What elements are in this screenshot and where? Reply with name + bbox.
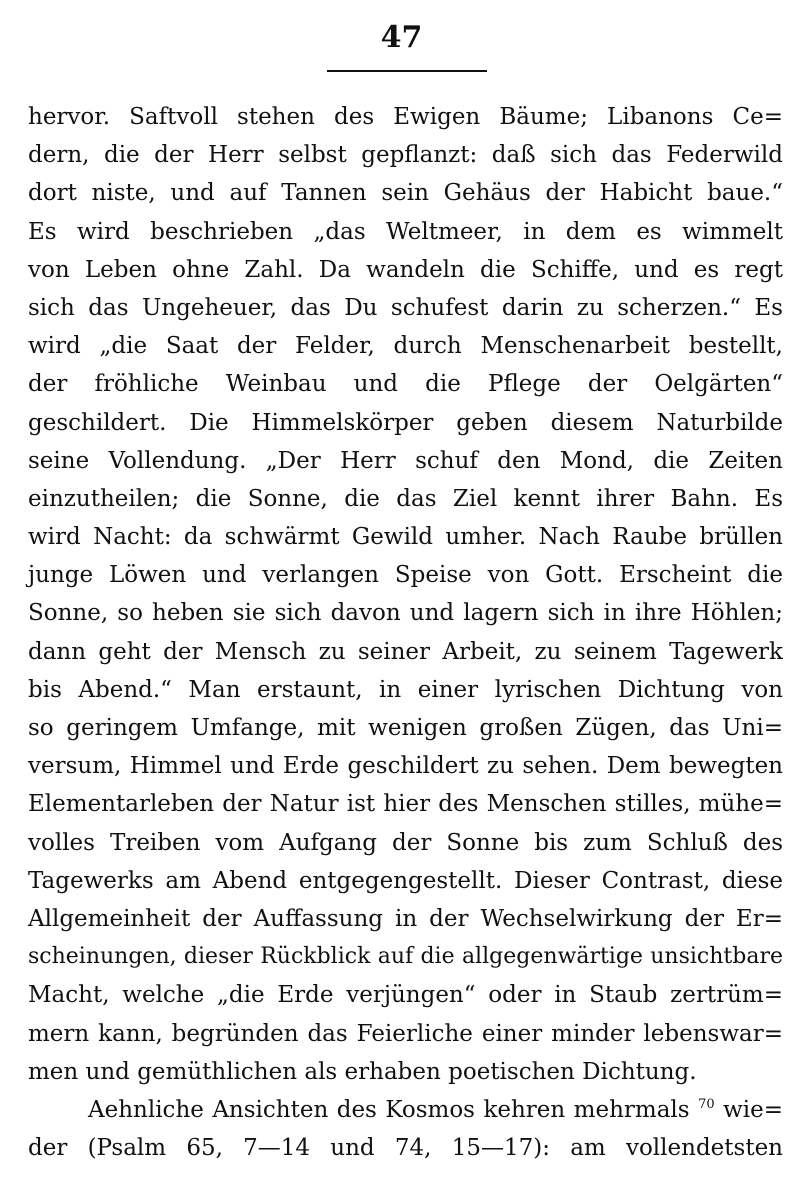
- text-line: Tagewerks am Abend entgegengestellt. Dieser Contrast, diese: [28, 867, 783, 894]
- text-line: dort niste, und auf Tannen sein Gehäus der Habicht baue.“: [28, 180, 783, 207]
- paragraph-2-text: Aehnliche Ansichten des Kosmos kehren mehrmals: [88, 1096, 690, 1123]
- text-line: mern kann, begründen das Feierliche einer minder lebenswar=: [28, 1020, 783, 1047]
- text-line: Sonne, so heben sie sich davon und lagern sich in ihre Höhlen;: [28, 600, 783, 627]
- paragraph-2-hyphenated-word: wie=: [723, 1096, 784, 1123]
- text-line: Macht, welche „die Erde verjüngen“ oder in Staub zertrüm=: [28, 982, 783, 1009]
- text-line: scheinungen, dieser Rückblick auf die allgegenwärtige unsichtbare: [28, 944, 783, 970]
- paragraph-2-first-line: [28, 1091, 783, 1129]
- text-line: dann geht der Mensch zu seiner Arbeit, zu seinem Tagewerk: [28, 638, 783, 665]
- text-line: von Leben ohne Zahl. Da wandeln die Schiffe, und es regt: [28, 256, 783, 283]
- text-line: junge Löwen und verlangen Speise von Gott. Erscheint die: [28, 562, 783, 589]
- footnote-marker[interactable]: 70: [698, 1096, 715, 1112]
- text-line: wird „die Saat der Felder, durch Menschenarbeit bestellt,: [28, 333, 783, 360]
- text-line: einzutheilen; die Sonne, die das Ziel kennt ihrer Bahn. Es: [28, 485, 783, 512]
- text-line: hervor. Saftvoll stehen des Ewigen Bäume; Libanons Ce=: [28, 104, 783, 130]
- text-line: Allgemeinheit der Auffassung in der Wechselwirkung der Er=: [28, 905, 783, 932]
- text-line: so geringem Umfange, mit wenigen großen Zügen, das Uni=: [28, 715, 783, 741]
- text-line: Elementarleben der Natur ist hier des Menschen stilles, mühe=: [28, 791, 783, 818]
- text-line: volles Treiben vom Aufgang der Sonne bis zum Schluß des: [28, 829, 783, 856]
- body-text: [28, 98, 783, 1167]
- text-line-paragraph-end: men und gemüthlichen als erhaben poetischen Dichtung.: [28, 1058, 697, 1085]
- text-line: wird Nacht: da schwärmt Gewild umher. Nach Raube brüllen: [28, 524, 783, 551]
- text-line: seine Vollendung. „Der Herr schuf den Mond, die Zeiten: [28, 447, 783, 474]
- text-line: Es wird beschrieben „das Weltmeer, in dem es wimmelt: [28, 218, 783, 245]
- header-rule: [327, 70, 487, 72]
- text-line: der (Psalm 65, 7—14 und 74, 15—17): am vollendetsten: [28, 1135, 783, 1162]
- text-line: der fröhliche Weinbau und die Pflege der Oelgärten“: [28, 371, 783, 398]
- text-line: geschildert. Die Himmelskörper geben diesem Naturbilde: [28, 409, 783, 436]
- page-number: 47: [380, 20, 423, 55]
- text-line: versum, Himmel und Erde geschildert zu sehen. Dem bewegten: [28, 753, 783, 780]
- text-line: bis Abend.“ Man erstaunt, in einer lyrischen Dichtung von: [28, 676, 783, 703]
- text-line: dern, die der Herr selbst gepflanzt: daß sich das Federwild: [28, 142, 783, 169]
- text-line: sich das Ungeheuer, das Du schufest darin zu scherzen.“ Es: [28, 294, 783, 321]
